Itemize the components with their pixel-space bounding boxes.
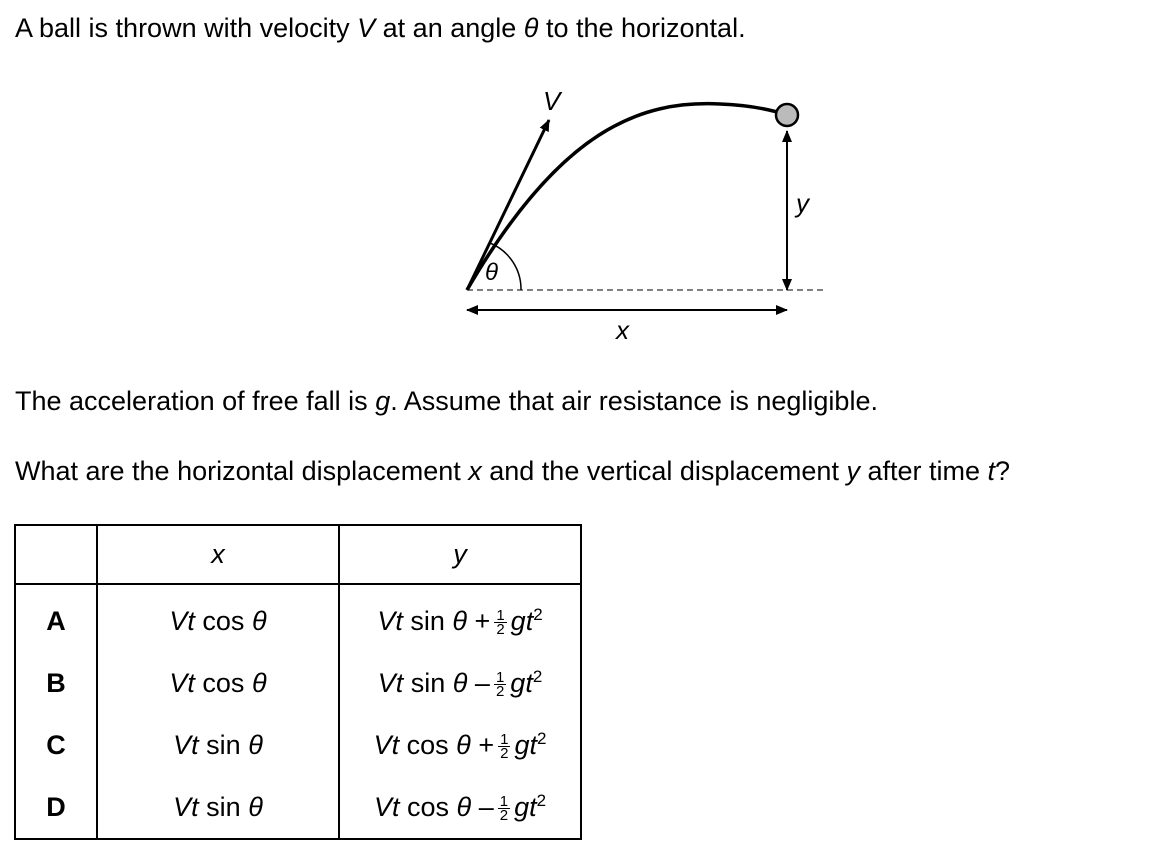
table-row[interactable] <box>15 584 581 652</box>
cell-y: Vt cos θ + $\frac{1}{2}$ $gt^2$ <box>339 714 581 776</box>
intro-text: A ball is thrown with velocity V at an angle θ to the horizontal. <box>15 13 746 43</box>
table-row[interactable] <box>15 776 581 839</box>
header-x: x <box>97 525 339 584</box>
fraction-half: $\frac{1}{2}$ <box>499 793 509 825</box>
label-x: x <box>616 315 629 345</box>
cell-x: Vt sin θ <box>97 776 339 839</box>
row-label[interactable]: A <box>15 584 97 652</box>
ball <box>776 104 798 126</box>
cell-x: Vt cos θ <box>97 652 339 714</box>
answer-table <box>14 524 582 840</box>
table-header-row <box>15 525 581 584</box>
header-blank <box>15 525 97 584</box>
cell-x: Vt sin θ <box>97 714 339 776</box>
acceleration-text: The acceleration of free fall is g. Assume that air resistance is negligible. <box>15 386 878 416</box>
cell-y: Vt sin θ – $\frac{1}{2}$ $gt^2$ <box>339 652 581 714</box>
fraction-half: $\frac{1}{2}$ <box>500 731 509 763</box>
velocity-arrow <box>467 120 549 290</box>
projectile-diagram <box>440 80 840 350</box>
fraction-half: $\frac{1}{2}$ <box>496 607 505 639</box>
table-row[interactable] <box>15 714 581 776</box>
cell-y: Vt cos θ – $\frac{1}{2}$ $gt^2$ <box>339 776 581 839</box>
cell-x: Vt cos θ <box>97 584 339 652</box>
row-label[interactable]: C <box>15 714 97 776</box>
label-v: V <box>543 86 561 116</box>
fraction-half: $\frac{1}{2}$ <box>495 669 505 701</box>
header-y: y <box>339 525 581 584</box>
table-row[interactable] <box>15 652 581 714</box>
row-label[interactable]: B <box>15 652 97 714</box>
label-theta: θ <box>485 259 499 286</box>
label-y: y <box>796 188 809 218</box>
cell-y: Vt sin θ + $\frac{1}{2}$ $gt^2$ <box>339 584 581 652</box>
question-text: What are the horizontal displacement x and the vertical displacement y after time t? <box>15 456 1011 486</box>
row-label[interactable]: D <box>15 776 97 839</box>
trajectory-curve <box>467 104 784 290</box>
